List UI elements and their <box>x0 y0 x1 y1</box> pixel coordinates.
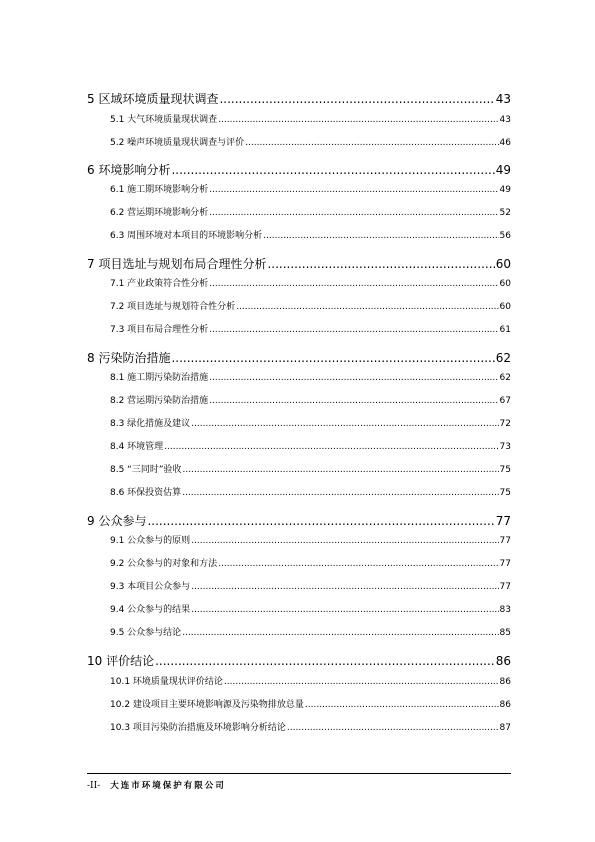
toc-entry-7[interactable] <box>87 255 511 272</box>
footer-company-name: 大连市环境保护有限公司 <box>110 781 226 791</box>
toc-leader-dots <box>191 582 498 592</box>
toc-entry-label: 6.2 营运期环境影响分析 <box>110 208 209 218</box>
toc-entry-label: 9 公众参与 <box>87 514 147 528</box>
toc-leader-dots <box>209 185 498 195</box>
toc-entry-6-3[interactable] <box>110 228 511 241</box>
footer-page-number: -II- <box>87 781 101 791</box>
toc-leader-dots <box>263 231 498 241</box>
toc-entry-page: 67 <box>499 396 511 406</box>
toc-entry-page: 56 <box>499 231 511 241</box>
page-footer <box>87 779 226 791</box>
toc-entry-5-1[interactable] <box>110 112 511 125</box>
toc-entry-page: 86 <box>499 677 511 687</box>
toc-entry-page: 52 <box>499 208 511 218</box>
toc-entry-page: 86 <box>495 654 511 668</box>
toc-entry-label: 8.6 环保投资估算 <box>110 488 182 498</box>
toc-entry-page: 62 <box>499 373 511 383</box>
toc-leader-dots <box>182 628 498 638</box>
toc-entry-page: 75 <box>499 488 511 498</box>
toc-entry-8-1[interactable] <box>110 370 511 383</box>
toc-entry-label: 6.1 施工期环境影响分析 <box>110 185 209 195</box>
toc-leader-dots <box>218 559 498 569</box>
toc-leader-dots <box>209 373 498 383</box>
toc-entry-label: 9.1 公众参与的原则 <box>110 536 191 546</box>
toc-entry-10-2[interactable] <box>110 697 511 710</box>
toc-leader-dots <box>191 419 498 429</box>
toc-leader-dots <box>155 654 495 668</box>
toc-entry-page: 49 <box>495 163 511 177</box>
toc-leader-dots <box>219 92 494 106</box>
toc-entry-9-4[interactable] <box>110 602 511 615</box>
toc-entry-page: 75 <box>499 465 511 475</box>
toc-leader-dots <box>218 115 498 125</box>
toc-entry-label: 10.2 建设项目主要环境影响源及污染物排放总量 <box>110 700 304 710</box>
toc-entry-page: 77 <box>499 559 511 569</box>
toc-entry-9[interactable] <box>87 512 511 529</box>
toc-entry-8-6[interactable] <box>110 485 511 498</box>
toc-entry-6-2[interactable] <box>110 205 511 218</box>
toc-entry-label: 9.4 公众参与的结果 <box>110 605 191 615</box>
toc-leader-dots <box>267 257 494 271</box>
toc-entry-7-2[interactable] <box>110 299 511 312</box>
toc-leader-dots <box>209 208 498 218</box>
toc-entry-label: 8 污染防治措施 <box>87 351 171 365</box>
toc-entry-label: 10 评价结论 <box>87 654 155 668</box>
toc-entry-page: 61 <box>499 325 511 335</box>
toc-entry-page: 46 <box>499 138 511 148</box>
toc-entry-label: 8.1 施工期污染防治措施 <box>110 373 209 383</box>
toc-entry-10[interactable] <box>87 652 511 669</box>
toc-entry-label: 9.2 公众参与的对象和方法 <box>110 559 218 569</box>
toc-leader-dots <box>182 488 498 498</box>
toc-leader-dots <box>209 325 498 335</box>
toc-entry-label: 7.1 产业政策符合性分析 <box>110 279 209 289</box>
toc-entry-8-2[interactable] <box>110 393 511 406</box>
toc-entry-6-1[interactable] <box>110 182 511 195</box>
toc-leader-dots <box>224 677 499 687</box>
toc-entry-8-4[interactable] <box>110 439 511 452</box>
toc-entry-page: 85 <box>499 628 511 638</box>
toc-entry-label: 10.3 项目污染防治措施及环境影响分析结论 <box>110 723 286 733</box>
toc-entry-label: 8.2 营运期污染防治措施 <box>110 396 209 406</box>
toc-entry-page: 87 <box>499 723 511 733</box>
toc-entry-label: 5 区域环境质量现状调查 <box>87 92 219 106</box>
toc-entry-8-5[interactable] <box>110 462 511 475</box>
toc-entry-8[interactable] <box>87 349 511 366</box>
toc-entry-label: 9.5 公众参与结论 <box>110 628 182 638</box>
toc-leader-dots <box>236 302 498 312</box>
toc-entry-6[interactable] <box>87 161 511 178</box>
toc-leader-dots <box>287 723 499 733</box>
toc-entry-label: 5.2 噪声环境质量现状调查与评价 <box>110 138 245 148</box>
toc-entry-page: 60 <box>499 302 511 312</box>
toc-leader-dots <box>171 351 494 365</box>
toc-entry-10-1[interactable] <box>110 674 511 687</box>
toc-entry-label: 9.3 本项目公众参与 <box>110 582 191 592</box>
toc-leader-dots <box>305 700 499 710</box>
toc-entry-page: 83 <box>499 605 511 615</box>
toc-entry-label: 6.3 周围环境对本项目的环境影响分析 <box>110 231 263 241</box>
toc-entry-label: 10.1 环境质量现状评价结论 <box>110 677 223 687</box>
toc-leader-dots <box>191 536 498 546</box>
toc-entry-page: 72 <box>499 419 511 429</box>
toc-entry-7-3[interactable] <box>110 322 511 335</box>
toc-leader-dots <box>191 605 498 615</box>
toc-leader-dots <box>209 396 498 406</box>
toc-leader-dots <box>171 163 494 177</box>
toc-entry-5-2[interactable] <box>110 135 511 148</box>
toc-entry-label: 7.3 项目布局合理性分析 <box>110 325 209 335</box>
footer-divider <box>87 773 511 774</box>
toc-entry-5[interactable] <box>87 90 511 107</box>
toc-entry-page: 86 <box>499 700 511 710</box>
toc-entry-page: 60 <box>499 279 511 289</box>
toc-entry-8-3[interactable] <box>110 416 511 429</box>
toc-entry-page: 73 <box>499 442 511 452</box>
toc-entry-label: 8.3 绿化措施及建议 <box>110 419 191 429</box>
toc-entry-label: 8.4 环境管理 <box>110 442 164 452</box>
toc-entry-page: 43 <box>499 115 511 125</box>
toc-entry-page: 77 <box>499 536 511 546</box>
toc-leader-dots <box>164 442 498 452</box>
toc-entry-label: 6 环境影响分析 <box>87 163 171 177</box>
toc-entry-10-3[interactable] <box>110 720 511 733</box>
toc-entry-9-5[interactable] <box>110 625 511 638</box>
toc-entry-page: 49 <box>499 185 511 195</box>
toc-entry-9-3[interactable] <box>110 579 511 592</box>
toc-leader-dots <box>147 514 494 528</box>
toc-entry-label: 7.2 项目选址与规划符合性分析 <box>110 302 236 312</box>
toc-entry-label: 8.5 “三同时”验收 <box>110 465 182 475</box>
toc-leader-dots <box>209 279 498 289</box>
toc-entry-page: 77 <box>495 514 511 528</box>
toc-entry-label: 5.1 大气环境质量现状调查 <box>110 115 218 125</box>
toc-leader-dots <box>183 465 499 475</box>
toc-entry-page: 77 <box>499 582 511 592</box>
toc-entry-label: 7 项目选址与规划布局合理性分析 <box>87 257 267 271</box>
toc-entry-9-2[interactable] <box>110 556 511 569</box>
toc-entry-9-1[interactable] <box>110 533 511 546</box>
toc-entry-7-1[interactable] <box>110 276 511 289</box>
toc-entry-page: 62 <box>495 351 511 365</box>
toc-entry-page: 43 <box>495 92 511 106</box>
toc-leader-dots <box>245 138 498 148</box>
toc-entry-page: 60 <box>495 257 511 271</box>
